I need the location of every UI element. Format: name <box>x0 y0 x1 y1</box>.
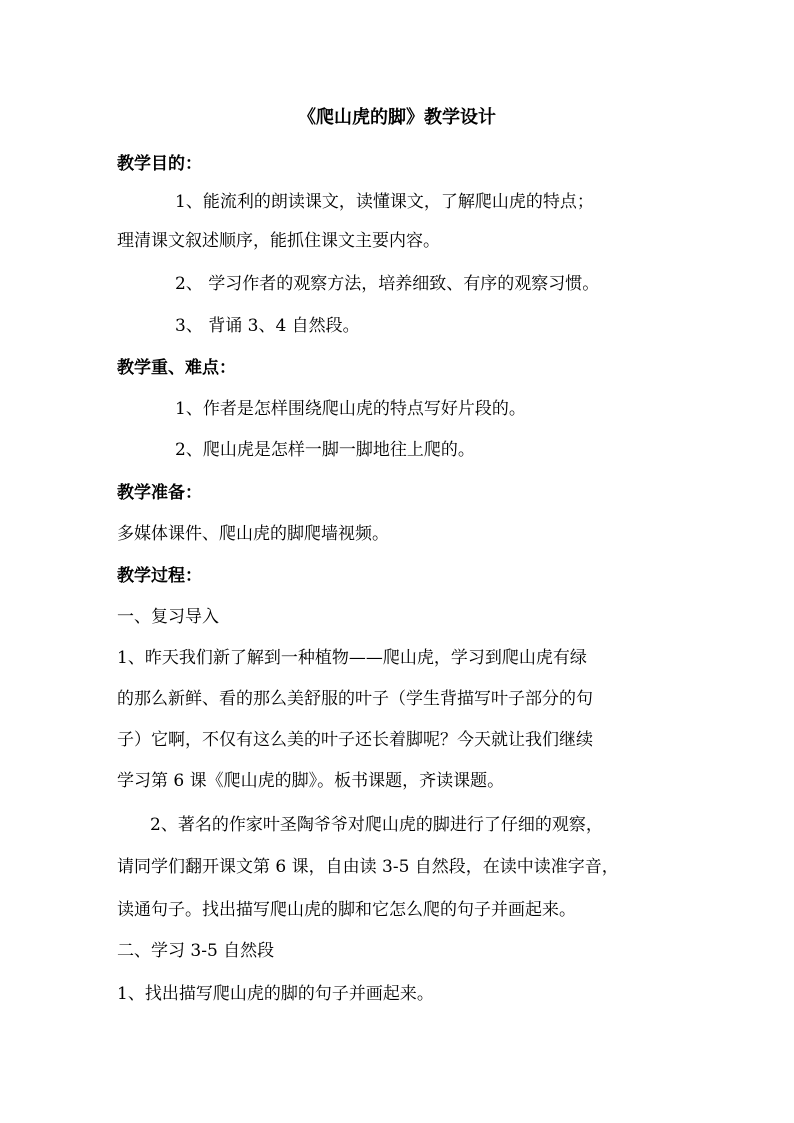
objectives-item-2: 2、 学习作者的观察方法，培养细致、有序的观察习惯。 <box>175 274 600 294</box>
key-points-item-2: 2、爬山虎是怎样一脚一脚地往上爬的。 <box>175 440 475 460</box>
process-part-1-title: 一、复习导入 <box>117 607 219 627</box>
process-paragraph-1-line-1: 1、昨天我们新了解到一种植物——爬山虎，学习到爬山虎有绿 <box>117 648 587 668</box>
process-paragraph-3-line-1: 1、找出描写爬山虎的脚的句子并画起来。 <box>117 984 434 1004</box>
objectives-item-1-line-2: 理清课文叙述顺序，能抓住课文主要内容。 <box>117 231 440 251</box>
process-paragraph-2-line-1: 2、著名的作家叶圣陶爷爷对爬山虎的脚进行了仔细的观察， <box>150 815 603 835</box>
key-points-item-1: 1、作者是怎样围绕爬山虎的特点写好片段的。 <box>175 399 526 419</box>
process-part-2-title: 二、学习 3-5 自然段 <box>117 941 275 961</box>
process-heading: 教学过程： <box>117 566 202 586</box>
process-paragraph-2-line-3: 读通句子。找出描写爬山虎的脚和它怎么爬的句子并画起来。 <box>117 900 576 920</box>
preparation-text: 多媒体课件、爬山虎的脚爬墙视频。 <box>117 524 389 544</box>
objectives-heading: 教学目的： <box>117 154 202 174</box>
objectives-item-3: 3、 背诵 3、4 自然段。 <box>175 316 360 336</box>
document-title: 《爬山虎的脚》教学设计 <box>298 107 496 128</box>
preparation-heading: 教学准备： <box>117 483 202 503</box>
process-paragraph-2-line-2: 请同学们翻开课文第 6 课，自由读 3-5 自然段，在读中读准字音， <box>117 857 619 877</box>
process-paragraph-1-line-4: 学习第 6 课《爬山虎的脚》。板书课题，齐读课题。 <box>117 771 505 791</box>
objectives-item-1-line-1: 1、能流利的朗读课文，读懂课文，了解爬山虎的特点； <box>175 192 594 212</box>
process-paragraph-1-line-3: 子）它啊，不仅有这么美的叶子还长着脚呢？今天就让我们继续 <box>117 730 593 750</box>
key-points-heading: 教学重、难点： <box>117 358 236 378</box>
process-paragraph-1-line-2: 的那么新鲜、看的那么美舒服的叶子（学生背描写叶子部分的句 <box>117 689 593 709</box>
